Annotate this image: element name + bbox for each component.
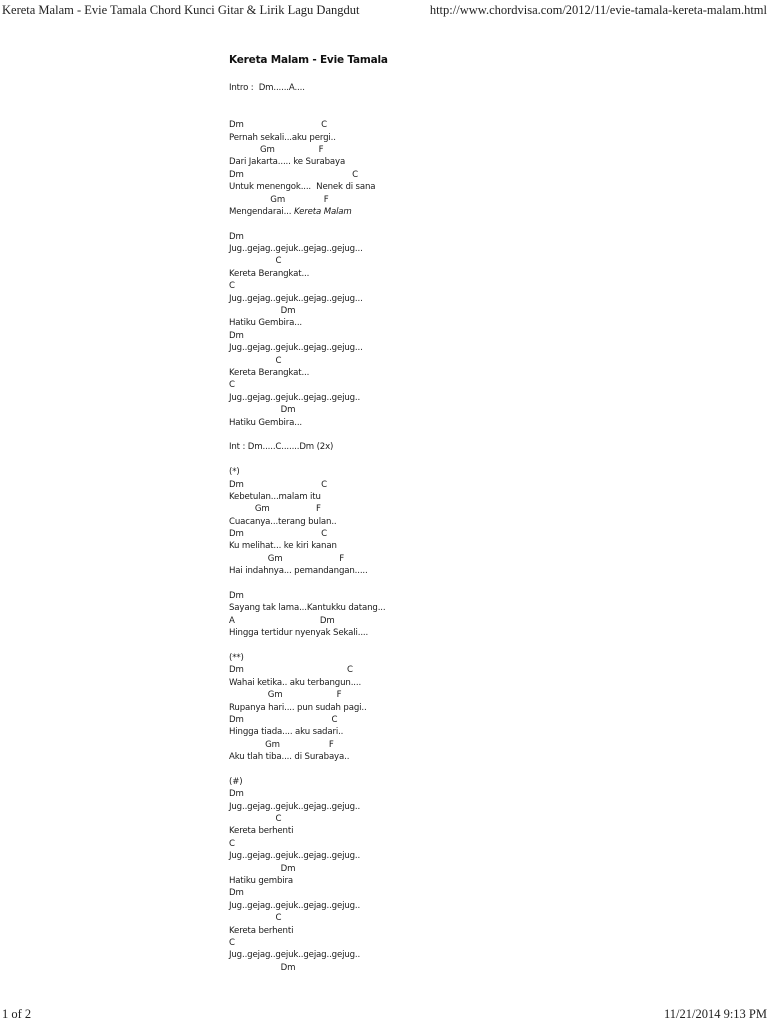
lyric-line: Jug..gejag..gejuk..gejag..gejug.. (229, 801, 361, 812)
lyric-line: Hingga tertidur nyenyak Sekali.... (229, 628, 369, 639)
blank-line (229, 107, 649, 119)
page-url[interactable]: http://www.chordvisa.com/2012/11/evie-tamala-kereta-malam.html (429, 3, 767, 17)
lyric-line: Kereta Berangkat... (229, 367, 310, 378)
chord-line: C (229, 814, 282, 825)
lyric-line: Jug..gejag..gejuk..gejag..gejug.. (229, 392, 361, 403)
lyric-line: Hatiku gembira (229, 876, 294, 886)
lyric-line: Dari Jakarta..... ke Surabaya (229, 157, 346, 168)
lyric-line: Untuk menengok.... Nenek di sana (229, 182, 376, 193)
lyric-line: Jug..gejag..gejuk..gejag..gejug.. (229, 950, 361, 961)
lyric-line (229, 206, 649, 218)
chord-line: Dm C (229, 665, 353, 676)
chord-line: Dm (229, 231, 244, 242)
page-number: 1 of 2 (2, 1007, 32, 1021)
song-lines (229, 82, 649, 974)
lyric-line: (#) (229, 776, 243, 787)
chord-line: C (229, 913, 282, 924)
blank-line (229, 429, 649, 441)
chord-line: Gm F (229, 504, 321, 515)
blank-line (229, 218, 649, 230)
lyric-line: Jug..gejag..gejuk..gejag..gejug.. (229, 851, 361, 862)
lyric-line: Wahai ketika.. aku terbangun.... (229, 677, 362, 688)
chord-line: Dm C (229, 529, 327, 540)
chord-line: Dm C (229, 479, 327, 490)
lyric-line: Rupanya hari.... pun sudah pagi.. (229, 702, 367, 713)
chord-line: C (229, 256, 282, 267)
lyric-line: Hai indahnya... pemandangan..... (229, 566, 368, 577)
lyric-line: Kebetulan...malam itu (229, 491, 321, 502)
lyric-line: Cuacanya...terang bulan.. (229, 516, 337, 527)
lyric-line: Sayang tak lama...Kantukku datang... (229, 603, 386, 614)
lyric-line: Intro : Dm......A.... (229, 83, 305, 93)
chord-line: Gm F (229, 553, 345, 564)
blank-line (229, 454, 649, 466)
chord-line: Gm F (229, 739, 334, 750)
chord-line: Gm F (229, 194, 329, 205)
chord-line: Dm C (229, 714, 338, 725)
lyric-line: Ku melihat... ke kiri kanan (229, 541, 337, 552)
lyric-line: Hatiku Gembira... (229, 417, 302, 428)
chord-line: Gm F (229, 690, 342, 701)
chord-line: Dm (229, 888, 244, 899)
lyric-line: Int : Dm.....C.......Dm (2x) (229, 442, 334, 453)
chord-line: Dm C (229, 120, 327, 131)
lyric-line: (**) (229, 652, 244, 663)
chord-line: Dm (229, 330, 244, 341)
lyric-line: Kereta berhenti (229, 826, 294, 837)
print-header (0, 0, 768, 18)
chord-line: Dm (229, 306, 296, 317)
chord-line: Dm (229, 789, 244, 800)
lyric-line: Jug..gejag..gejuk..gejag..gejug.. (229, 900, 361, 911)
chord-line: C (229, 355, 282, 366)
chord-line: C (229, 281, 235, 292)
blank-line (229, 640, 649, 652)
lyric-text: Mengendarai... (229, 206, 294, 217)
blank-line (229, 94, 649, 106)
lyric-line: Hingga tiada.... aku sadari.. (229, 727, 344, 738)
chord-line: Gm F (229, 144, 324, 155)
chord-line: Dm (229, 962, 296, 973)
chord-line: A Dm (229, 615, 335, 626)
lyric-line: Jug..gejag..gejuk..gejag..gejug... (229, 244, 363, 255)
chord-line: C (229, 937, 235, 948)
lyric-line: Hatiku Gembira... (229, 318, 302, 329)
chord-line: C (229, 838, 235, 849)
chord-line: C (229, 380, 235, 391)
chord-line: Dm (229, 863, 296, 874)
chord-sheet (229, 54, 649, 974)
lyric-line: (*) (229, 467, 240, 478)
blank-line (229, 578, 649, 590)
lyric-line: Kereta Berangkat... (229, 268, 310, 279)
lyric-line: Jug..gejag..gejuk..gejag..gejug... (229, 293, 363, 304)
chord-line: Dm (229, 591, 244, 602)
lyric-line: Pernah sekali...aku pergi.. (229, 132, 336, 143)
chord-line: Dm C (229, 169, 358, 180)
lyric-line: Aku tlah tiba.... di Surabaya.. (229, 752, 350, 763)
chord-line: Dm (229, 405, 296, 416)
lyric-line: Kereta berhenti (229, 925, 294, 936)
print-footer (0, 1004, 768, 1024)
song-title: Kereta Malam - Evie Tamala (229, 54, 388, 66)
lyric-line: Jug..gejag..gejuk..gejag..gejug... (229, 343, 363, 354)
lyric-italic-text: Kereta Malam (293, 206, 352, 217)
page-title: Kereta Malam - Evie Tamala Chord Kunci Gitar & Lirik Lagu Dangdut (2, 3, 360, 17)
print-datetime: 11/21/2014 9:13 PM (663, 1007, 767, 1021)
blank-line (229, 763, 649, 775)
